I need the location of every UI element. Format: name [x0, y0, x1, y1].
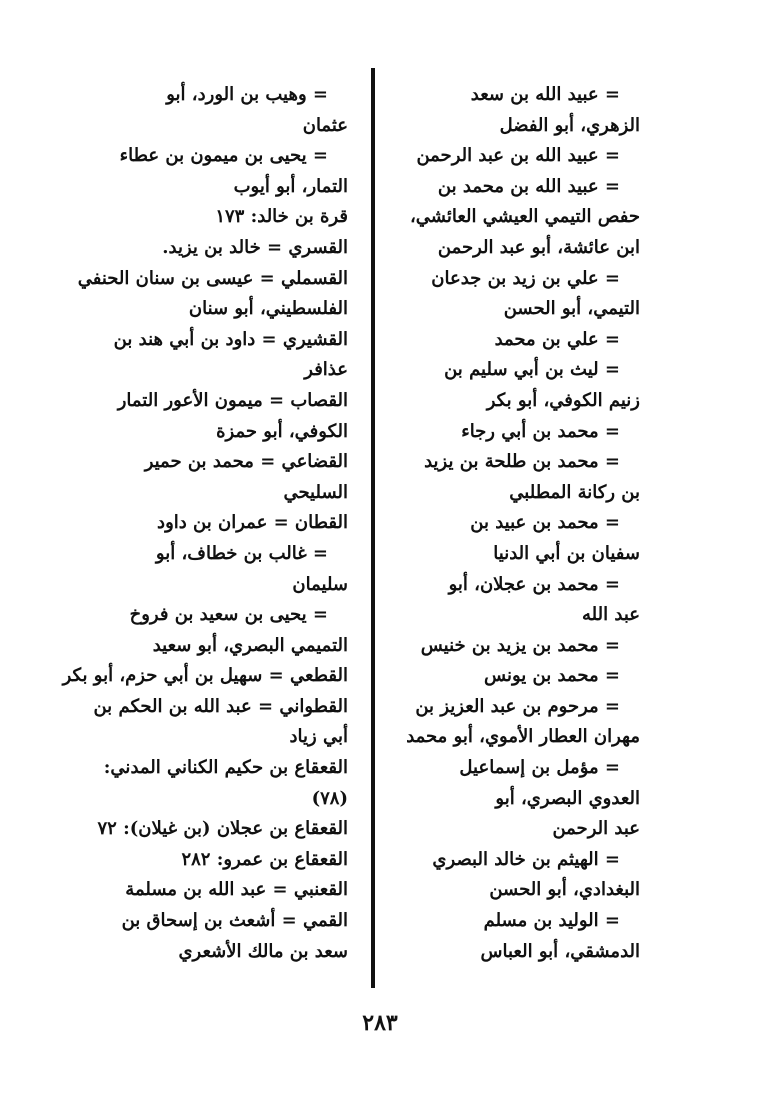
- index-entry-line: مهران العطار الأموي، أبو محمد: [406, 726, 640, 748]
- index-entry-line: القمي = أشعث بن إسحاق بن: [121, 910, 348, 932]
- index-entry-line: أبي زياد: [289, 726, 348, 748]
- index-entry-line: التيمي، أبو الحسن: [503, 298, 640, 320]
- index-entry-line: = محمد بن طلحة بن يزيد: [424, 451, 620, 473]
- index-column-right: [392, 80, 640, 967]
- index-entry-line: القشيري = داود بن أبي هند بن: [113, 328, 348, 350]
- index-entry-line: = ليث بن أبي سليم بن: [444, 359, 620, 381]
- index-entry-line: القضاعي = محمد بن حمير: [144, 451, 348, 473]
- index-entry-line: = الوليد بن مسلم: [483, 910, 620, 932]
- index-entry-line: حفص التيمي العيشي العائشي،: [409, 206, 640, 228]
- index-entry-line: = عبيد الله بن محمد بن: [437, 175, 620, 197]
- index-entry-line: الزهري، أبو الفضل: [499, 114, 640, 136]
- index-entry-line: القصاب = ميمون الأعور التمار: [117, 389, 348, 411]
- index-entry-line: = محمد بن عجلان، أبو: [448, 573, 620, 595]
- index-entry-line: = يحيى بن ميمون بن عطاء: [119, 145, 328, 167]
- index-entry-line: سليمان: [292, 573, 348, 595]
- index-entry-line: القعقاع بن عمرو: ٢٨٢: [181, 848, 348, 870]
- column-divider: [371, 68, 375, 988]
- index-entry-line: (٧٨): [311, 787, 348, 809]
- page-number: ٢٨٣: [362, 1010, 398, 1036]
- index-entry-line: سفيان بن أبي الدنيا: [493, 542, 640, 564]
- index-entry-line: = علي بن محمد: [494, 328, 620, 350]
- index-entry-line: عبد الله: [582, 604, 640, 626]
- index-entry-line: الدمشقي، أبو العباس: [480, 940, 640, 962]
- index-entry-line: القعقاع بن حكيم الكناني المدني:: [103, 757, 348, 779]
- index-entry-line: = علي بن زيد بن جدعان: [431, 267, 620, 289]
- index-entry-line: القطعي = سهيل بن أبي حزم، أبو بكر: [62, 665, 348, 687]
- index-entry-line: ابن عائشة، أبو عبد الرحمن: [437, 236, 640, 258]
- index-entry-line: القسملي = عيسى بن سنان الحنفي: [77, 267, 348, 289]
- index-entry-line: = الهيثم بن خالد البصري: [432, 848, 620, 870]
- index-entry-line: = محمد بن عبيد بن: [470, 512, 620, 534]
- index-column-left: [62, 80, 348, 967]
- index-entry-line: = محمد بن أبي رجاء: [461, 420, 620, 442]
- index-entry-line: القطان = عمران بن داود: [157, 512, 348, 534]
- index-entry-line: بن ركانة المطلبي: [509, 481, 640, 503]
- index-entry-line: القعقاع بن عجلان (بن غيلان): ٧٢: [97, 818, 348, 840]
- index-entry-line: قرة بن خالد: ١٧٣: [215, 206, 348, 228]
- index-entry-line: = محمد بن يونس: [484, 665, 620, 687]
- index-entry-line: عثمان: [302, 114, 348, 136]
- index-entry-line: القسري = خالد بن يزيد.: [162, 236, 348, 258]
- index-entry-line: القطواني = عبد الله بن الحكم بن: [93, 695, 348, 717]
- index-entry-line: الكوفي، أبو حمزة: [216, 420, 348, 442]
- index-entry-line: = غالب بن خطاف، أبو: [155, 542, 328, 564]
- index-entry-line: = مرحوم بن عبد العزيز بن: [415, 695, 620, 717]
- index-entry-line: العدوي البصري، أبو: [495, 787, 640, 809]
- index-entry-line: = عبيد الله بن سعد: [470, 84, 620, 105]
- index-entry-line: = محمد بن يزيد بن خنيس: [420, 634, 620, 656]
- index-entry-line: التمار، أبو أيوب: [233, 175, 348, 197]
- index-entry-line: سعد بن مالك الأشعري: [178, 940, 348, 962]
- index-entry-line: = عبيد الله بن عبد الرحمن: [416, 145, 620, 167]
- index-entry-line: القعنبي = عبد الله بن مسلمة: [125, 879, 348, 901]
- index-entry-line: = يحيى بن سعيد بن فروخ: [129, 604, 328, 626]
- index-entry-line: زنيم الكوفي، أبو بكر: [486, 389, 640, 411]
- index-entry-line: عذافر: [304, 359, 348, 381]
- index-entry-line: السليحي: [283, 481, 348, 503]
- index-entry-line: = مؤمل بن إسماعيل: [459, 757, 620, 779]
- index-entry-line: = وهيب بن الورد، أبو: [166, 84, 328, 105]
- index-entry-line: الفلسطيني، أبو سنان: [188, 298, 348, 320]
- index-entry-line: عبد الرحمن: [552, 818, 640, 840]
- index-entry-line: البغدادي، أبو الحسن: [489, 879, 640, 901]
- index-entry-line: التميمي البصري، أبو سعيد: [152, 634, 348, 656]
